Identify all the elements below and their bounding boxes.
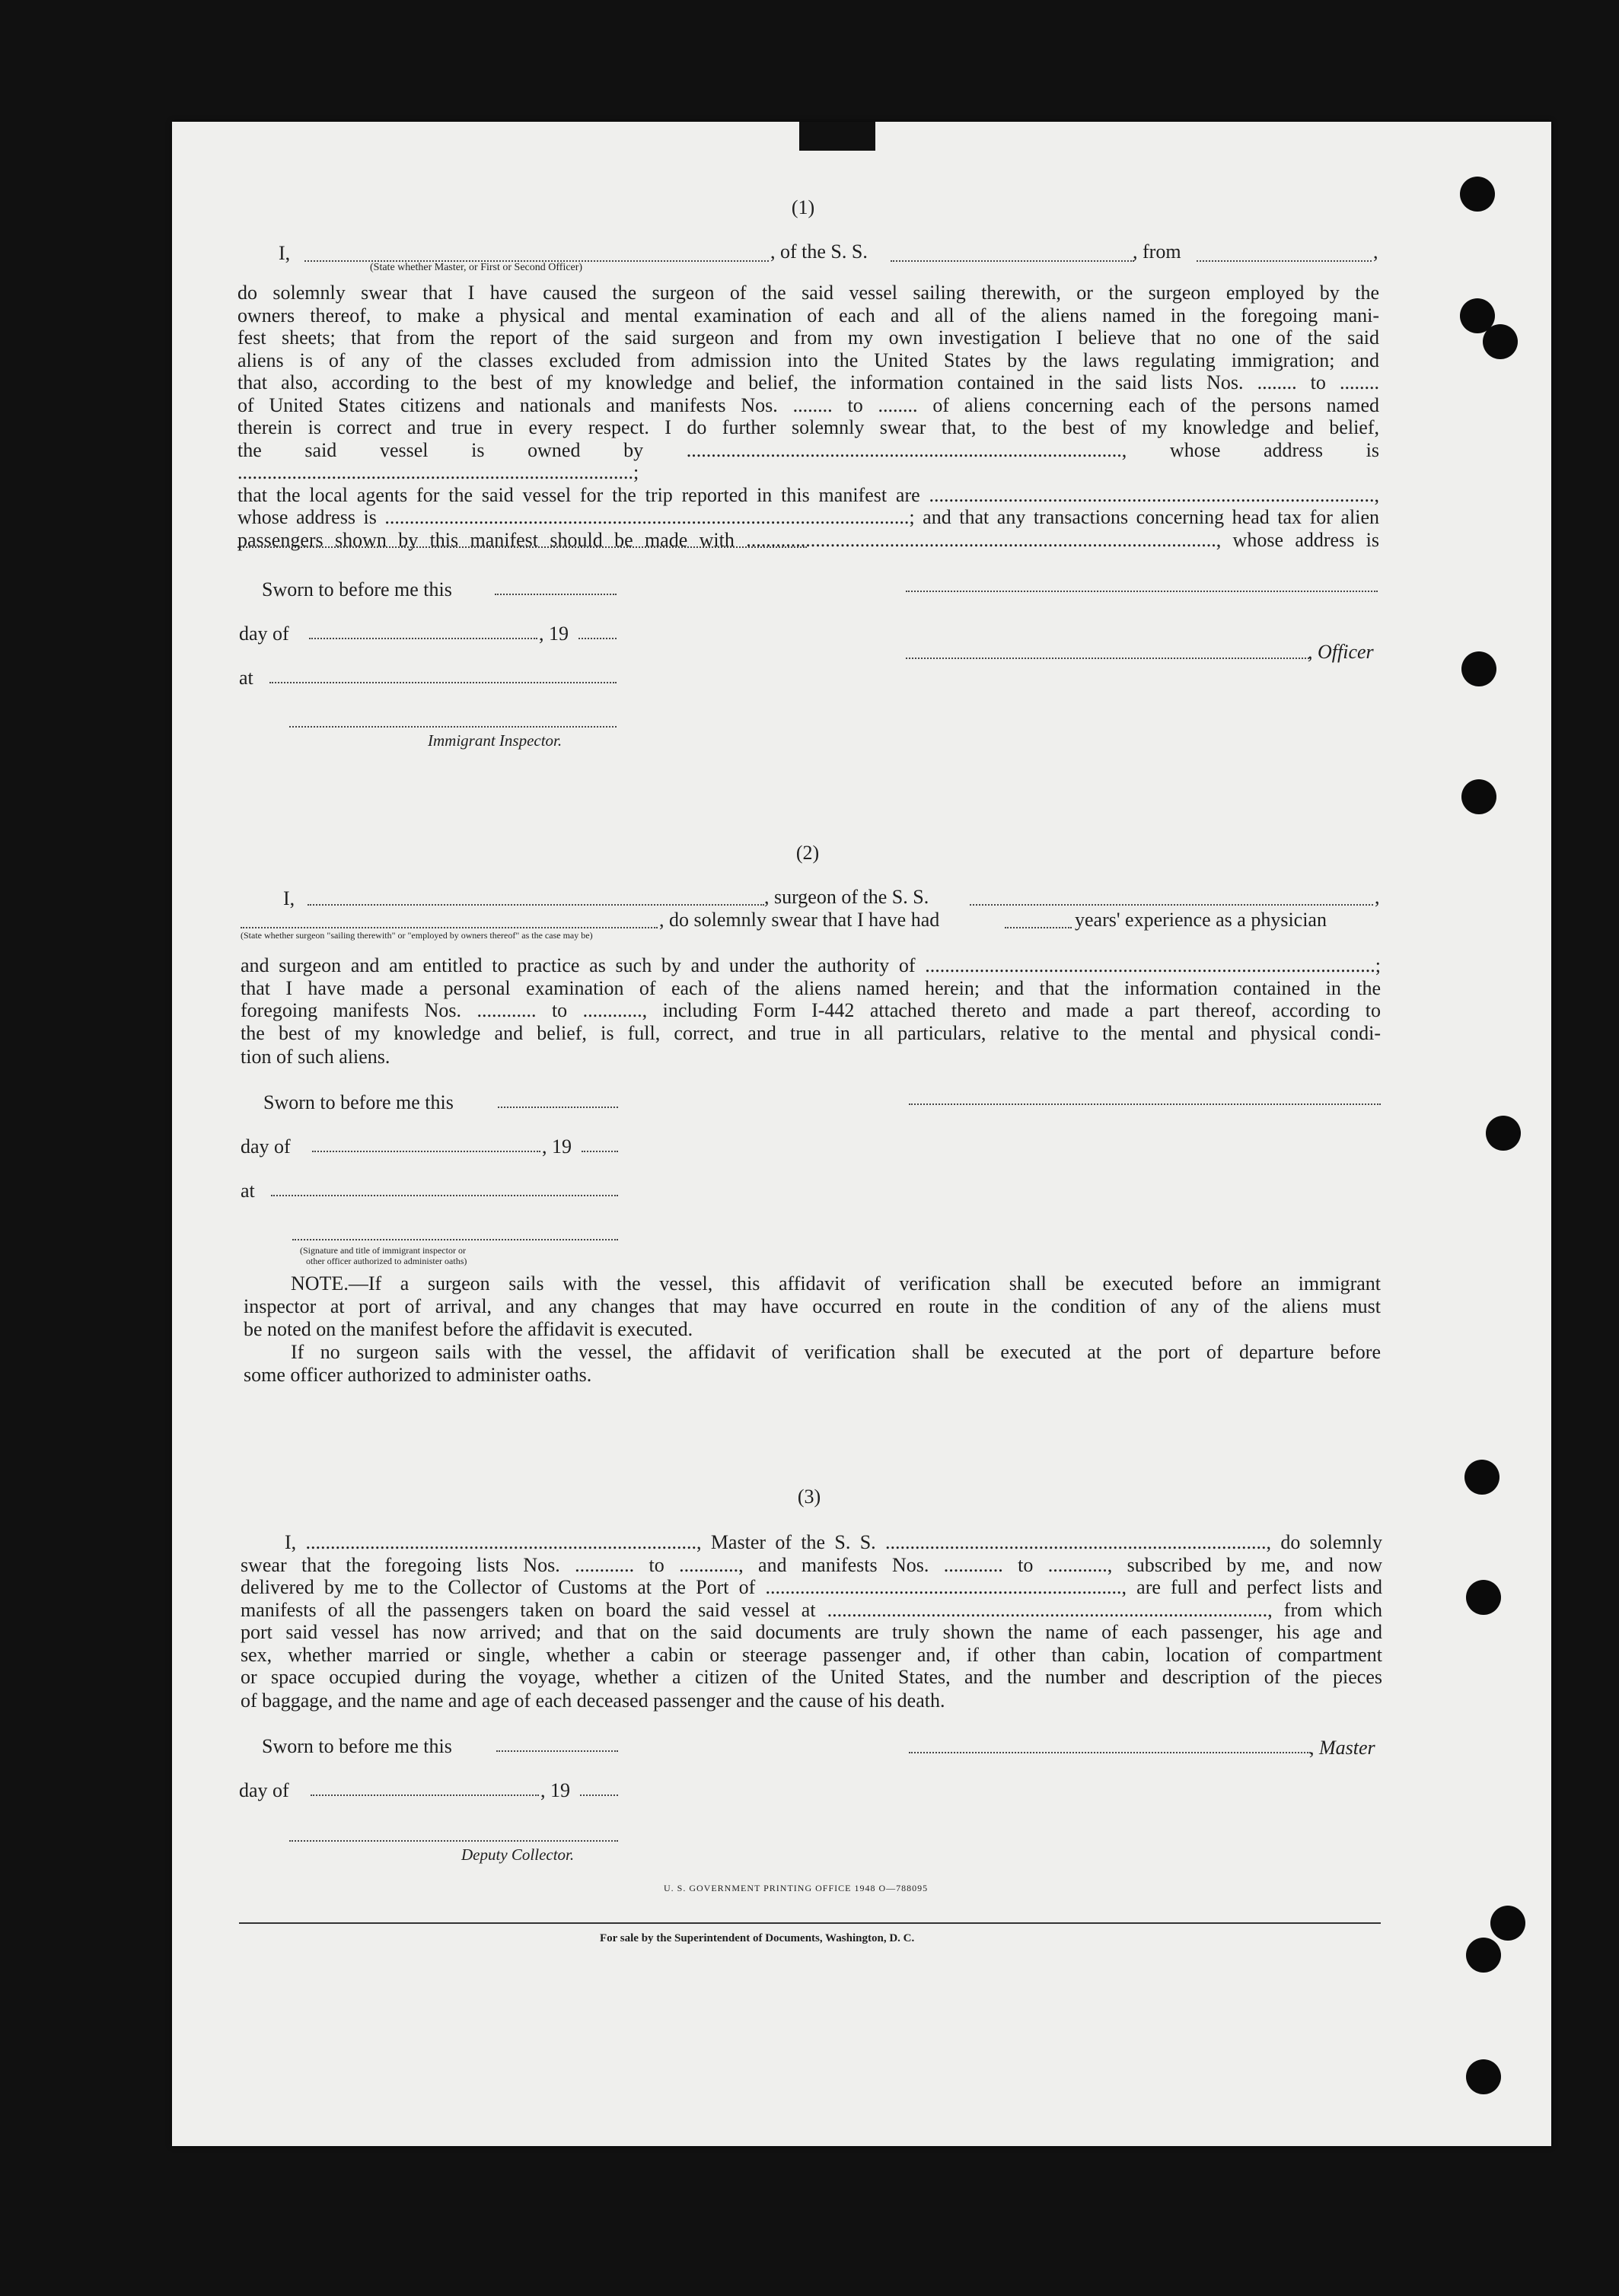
nineteen-label-2: , 19 (542, 1135, 572, 1158)
body-line: that also, according to the best of my knowledge and belief, the information contained in the said lists Nos. ........ to ........ (237, 371, 1379, 393)
section-1-number: (1) (791, 196, 815, 218)
signature-caption-1: (Signature and title of immigrant inspector or (300, 1245, 466, 1256)
body-line: the said vessel is owned by ........................................................................................, whose address is ................................................................................; (237, 438, 1379, 483)
sworn-date-field-2[interactable] (498, 1107, 618, 1108)
footer-rule (239, 1922, 1381, 1924)
from-port-field[interactable] (1197, 260, 1372, 262)
body-line: foregoing manifests Nos. ............ to ............, including Form I-442 attached thereto and made a part thereof, according to (241, 999, 1381, 1021)
deputy-signature-line[interactable] (289, 1840, 618, 1842)
deputy-collector-label: Deputy Collector. (461, 1845, 575, 1864)
section-3-body (241, 1531, 1382, 1689)
for-sale-notice: For sale by the Superintendent of Documents, Washington, D. C. (600, 1932, 915, 1944)
body-line: manifests of all the passengers taken on board the said vessel at ........................................................................................., from which (241, 1598, 1382, 1621)
body-line: and surgeon and am entitled to practice as such by and under the authority of ...........................................................................................; (241, 954, 1381, 976)
section-2-last-line: tion of such aliens. (241, 1046, 390, 1068)
inspector-signature-line-2[interactable] (292, 1239, 618, 1240)
body-line: the best of my knowledge and belief, is full, correct, and true in all particulars, relative to the mental and physical condi- (241, 1021, 1381, 1044)
punch-hole (1486, 1116, 1521, 1151)
body-line: owners thereof, to make a physical and mental examination of each and all of the aliens named in the foregoing mani- (237, 304, 1379, 326)
line1-comma: , (1373, 240, 1378, 263)
day-of-label-2: day of (241, 1135, 291, 1158)
officer-label: , Officer (1308, 641, 1374, 663)
section-3-number: (3) (797, 1486, 821, 1508)
body-line: fest sheets; that from the report of the said surgeon and from my own investigation I believe that no one of the said (237, 326, 1379, 349)
surgeon-of-ss-label: , surgeon of the S. S. (764, 886, 929, 908)
day-of-label-1: day of (239, 623, 289, 645)
body-line: whose address is ..........................................................................................................; and that any transactions concerning head tax for alien (237, 506, 1379, 528)
section-3-last-line: of baggage, and the name and age of each deceased passenger and the cause of his death. (241, 1689, 945, 1712)
punch-hole (1460, 177, 1495, 212)
punch-hole (1466, 2059, 1501, 2094)
surgeon-vessel-field[interactable] (970, 904, 1373, 906)
punch-hole (1483, 324, 1518, 359)
body-line: port said vessel has now arrived; and that on the said documents are truly shown the name of each passenger, his age and (241, 1621, 1382, 1643)
surgeon-status-field[interactable] (241, 927, 658, 928)
at-label-2: at (241, 1180, 255, 1202)
body-line: do solemnly swear that I have caused the surgeon of the said vessel sailing therewith, or the surgeon employed by the (237, 282, 1379, 304)
body-line: of United States citizens and nationals and manifests Nos. ........ to ........ of aliens concerning each of the persons named (237, 393, 1379, 416)
at-field-1[interactable] (269, 682, 617, 683)
punch-hole (1461, 651, 1496, 686)
at-label-1: at (239, 667, 253, 689)
vessel-name-field[interactable] (891, 260, 1134, 262)
do-solemnly-swear-2: , do solemnly swear that I have had (659, 909, 940, 931)
officer-i: I, (279, 242, 291, 264)
body-line: sex, whether married or single, whether a cabin or steerage passenger and, if other than cabin, location of compartment (241, 1643, 1382, 1666)
note-line: If no surgeon sails with the vessel, the affidavit of verification shall be executed at the port of departure before (291, 1341, 1381, 1363)
sworn-label-3: Sworn to before me this (262, 1735, 452, 1757)
nineteen-label-3: , 19 (540, 1779, 570, 1801)
year-field-1[interactable] (578, 638, 617, 639)
body-line: aliens is of any of the classes excluded from admission into the United States by the laws regulating immigration; and (237, 349, 1379, 371)
officer-signature-line-2[interactable] (906, 658, 1309, 659)
no-surgeon-note (244, 1341, 1381, 1364)
whose-address-field[interactable] (237, 546, 807, 548)
officer-signature-line-1[interactable] (906, 591, 1378, 592)
signature-caption-2: other officer authorized to administer oaths) (306, 1256, 467, 1266)
day-of-field-3[interactable] (311, 1794, 539, 1796)
day-of-field-1[interactable] (309, 638, 537, 639)
day-of-field-2[interactable] (312, 1151, 540, 1152)
surgeon-i: I, (283, 887, 295, 909)
body-line: that the local agents for the said vessel for the trip reported in this manifest are .........................................................................................., (237, 483, 1379, 506)
body-line: that I have made a personal examination of each of the aliens named herein; and that the information contained in the (241, 976, 1381, 999)
from-label: , from (1133, 240, 1181, 263)
officer-caption: (State whether Master, or First or Second Officer) (370, 262, 583, 273)
master-label: , Master (1309, 1737, 1375, 1759)
note-line-3: be noted on the manifest before the affidavit is executed. (244, 1318, 693, 1340)
master-signature-line[interactable] (909, 1752, 1311, 1753)
sworn-date-field-3[interactable] (496, 1750, 618, 1752)
sworn-label-2: Sworn to before me this (263, 1091, 454, 1113)
surgeon-note (244, 1272, 1381, 1318)
of-the-ss-label: , of the S. S. (770, 240, 868, 263)
year-field-3[interactable] (580, 1794, 618, 1796)
sworn-date-field-1[interactable] (495, 594, 617, 595)
printing-office-imprint: U. S. GOVERNMENT PRINTING OFFICE 1948 O—788095 (664, 1883, 929, 1893)
section-2-body (241, 954, 1381, 1044)
punch-hole (1490, 1906, 1525, 1941)
years-experience-label: years' experience as a physician (1075, 909, 1327, 931)
years-experience-field[interactable] (1005, 927, 1072, 928)
surgeon-signature-line[interactable] (909, 1103, 1381, 1105)
surgeon-name-field[interactable] (308, 904, 764, 906)
line1-comma-2: , (1375, 886, 1380, 908)
note-line: NOTE.—If a surgeon sails with the vessel, this affidavit of verification shall be executed before an immigrant (291, 1272, 1381, 1294)
nineteen-label-1: , 19 (539, 623, 569, 645)
day-of-label-3: day of (239, 1779, 289, 1801)
note-line: inspector at port of arrival, and any changes that may have occurred en route in the condition of any of the aliens must (244, 1295, 1381, 1317)
body-line: therein is correct and true in every respect. I do further solemnly swear that, to the best of my knowledge and belief, (237, 416, 1379, 438)
at-field-2[interactable] (271, 1195, 618, 1196)
punch-hole (1466, 1938, 1501, 1973)
sworn-label-1: Sworn to before me this (262, 578, 452, 600)
year-field-2[interactable] (582, 1151, 618, 1152)
punch-hole (1466, 1580, 1501, 1615)
body-line: or space occupied during the voyage, whether a citizen of the United States, and the number and description of the pieces (241, 1666, 1382, 1688)
surgeon-caption: (State whether surgeon "sailing therewith" or "employed by owners thereof" as the case may be) (241, 930, 593, 941)
body-line: delivered by me to the Collector of Customs at the Port of ........................................................................, are full and perfect lists and (241, 1576, 1382, 1598)
section-2-number: (2) (795, 842, 820, 864)
inspector-signature-line[interactable] (289, 726, 617, 728)
punch-hole (1464, 1460, 1499, 1495)
note-2-line-2: some officer authorized to administer oaths. (244, 1364, 592, 1386)
page-notch (799, 122, 875, 151)
punch-hole (1461, 779, 1496, 814)
section-1-body (237, 282, 1379, 551)
immigrant-inspector-label: Immigrant Inspector. (428, 731, 563, 750)
body-line: I, ..............................................................................., Master of the S. S. ............................................................................., do solemnly (285, 1531, 1382, 1553)
body-line: swear that the foregoing lists Nos. ............ to ............, and manifests Nos. ............ to ............, subscribed by me, and now (241, 1553, 1382, 1576)
body-line: passengers shown by this manifest should be made with ..............................................................................................., whose address is (237, 528, 1379, 551)
